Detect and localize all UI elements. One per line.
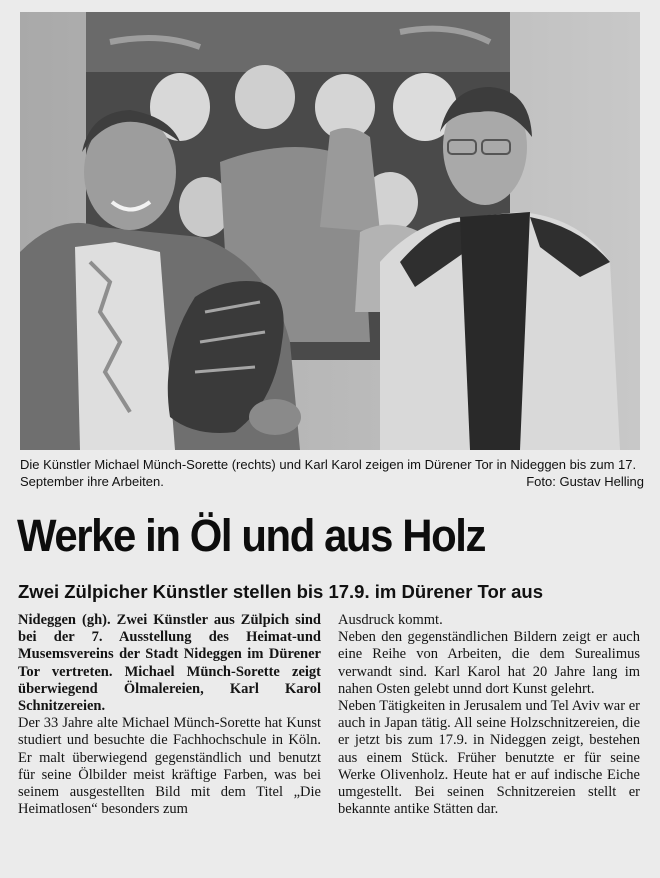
article-paragraph-3: Neben Tätigkeiten in Jerusalem und Tel Aviv war er auch in Japan tätig. All seine Holzschnitzereien, die er jetzt bis zum 17.9. in Nideggen zeigt, bestehen aus einem Stück. Früher benutzte er für seine Werke Olivenholz. Heute hat er auf indische Eiche umgestellt. Bei seinen Schnitzereien stellt er bekannte antike Stätten dar. — [338, 698, 640, 818]
photo-illustration — [20, 12, 640, 450]
article-lead: Nideggen (gh). Zwei Künstler aus Zülpich sind bei der 7. Ausstellung des Heimat-und Musemsvereins der Stadt Nideggen im Dürener Tor vertreten. Michael Münch-Sorette zeigt überwiegend Ölmalereien, Karl Karol Schnitzereien. — [18, 612, 321, 715]
photo-credit: Foto: Gustav Helling — [526, 474, 644, 489]
article-paragraph-2: Neben den gegenständlichen Bildern zeigt er auch eine Reihe von Arbeiten, die dem Surealimus verwandt sind. Karl Karol hat 20 Jahre lang im nahen Osten gelebt unnd dort Kunst gelehrt. — [338, 629, 640, 697]
subheadline: Zwei Zülpicher Künstler stellen bis 17.9. im Dürener Tor aus — [18, 581, 543, 602]
article-paragraph-1: Der 33 Jahre alte Michael Münch-Sorette hat Kunst studiert und besuchte die Fachhochschule in Köln. Er malt überwiegend gegenständlich und benutzt für seine Ölbilder meist kräftige Farben, was bei seinem ausgestellten Bild mit dem Titel „Die Heimatlosen“ besonders zum — [18, 715, 321, 818]
article-column-right — [338, 612, 640, 818]
article-photo — [20, 12, 640, 450]
headline: Werke in Öl und aus Holz — [17, 510, 486, 561]
photo-caption — [20, 456, 644, 490]
caption-text: Die Künstler Michael Münch-Sorette (rechts) und Karl Karol zeigen im Dürener Tor in Nideggen bis zum 17. September ihre Arbeiten. — [20, 457, 637, 489]
article-column-left — [18, 612, 321, 818]
article-paragraph-1-continued: Ausdruck kommt. — [338, 612, 443, 628]
